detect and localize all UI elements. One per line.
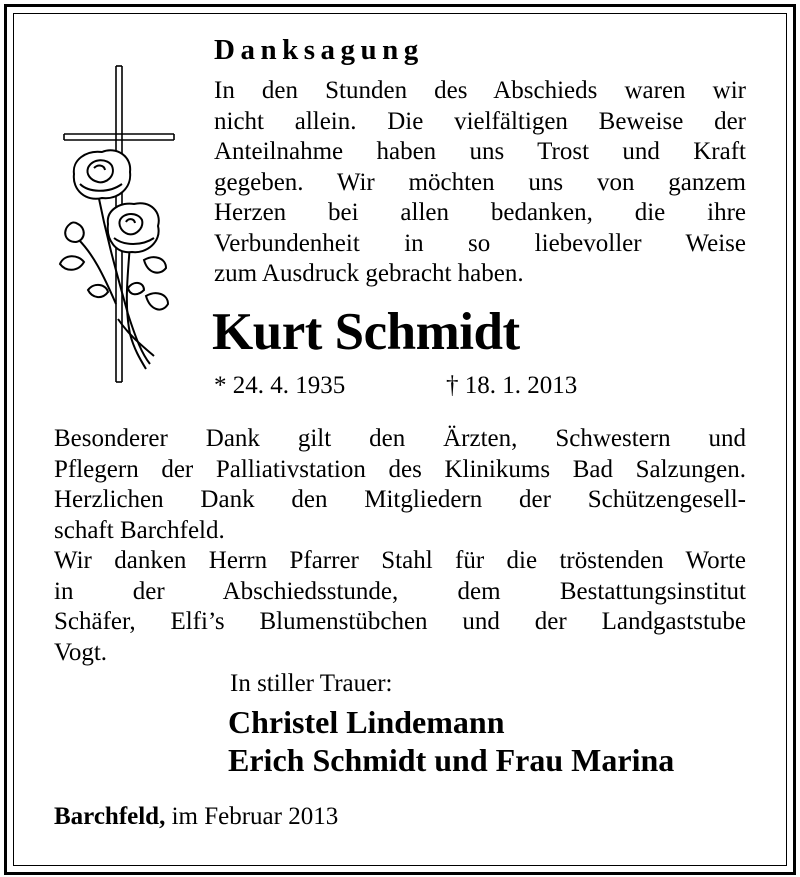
intro-line: In den Stunden des Abschieds waren wir: [214, 77, 746, 104]
intro-line: zum Ausdruck gebracht haben.: [214, 260, 524, 287]
footer-date: im Februar 2013: [171, 803, 339, 830]
thanks-line: Vogt.: [54, 638, 108, 666]
mourner-name: Erich Schmidt und Frau Marina: [228, 742, 675, 778]
thanks-line: Herzlichen Dank den Mitgliedern der Schützengesell-: [54, 486, 746, 513]
thanks-line: Besonderer Dank gilt den Ärzten, Schwestern und: [54, 425, 746, 452]
thanks-line: Pflegern der Palliativstation des Klinikums Bad Salzungen.: [54, 455, 746, 483]
intro-line: nicht allein. Die vielfältigen Beweise der: [214, 107, 746, 135]
thanks-line: schaft Barchfeld.: [54, 516, 225, 544]
thanks-paragraph: [54, 424, 746, 668]
thanks-line: Schäfer, Elfi’s Blumenstübchen und der Landgaststube: [54, 608, 746, 635]
intro-line: Verbundenheit in so liebevoller Weise: [214, 229, 746, 257]
thanks-line: in der Abschiedsstunde, dem Bestattungsinstitut: [54, 577, 746, 605]
deceased-name: Kurt Schmidt: [212, 303, 520, 361]
footer-place: Barchfeld,: [54, 803, 166, 830]
death-date: † 18. 1. 2013: [446, 372, 578, 399]
footer-place-date: [54, 803, 338, 831]
mourner-name: Christel Lindemann: [228, 704, 505, 740]
cross-with-roses-icon: [58, 64, 182, 386]
thanks-line: Wir danken Herrn Pfarrer Stahl für die tröstenden Worte: [54, 547, 746, 574]
intro-paragraph: [214, 76, 746, 290]
heading-danksagung: Danksagung: [214, 34, 424, 66]
intro-line: Anteilnahme haben uns Trost und Kraft: [214, 138, 746, 165]
mourning-label: In stiller Trauer:: [230, 670, 393, 697]
intro-line: Herzen bei allen bedanken, die ihre: [214, 199, 746, 226]
intro-line: gegeben. Wir möchten uns von ganzem: [214, 168, 746, 196]
birth-date: * 24. 4. 1935: [214, 372, 346, 399]
